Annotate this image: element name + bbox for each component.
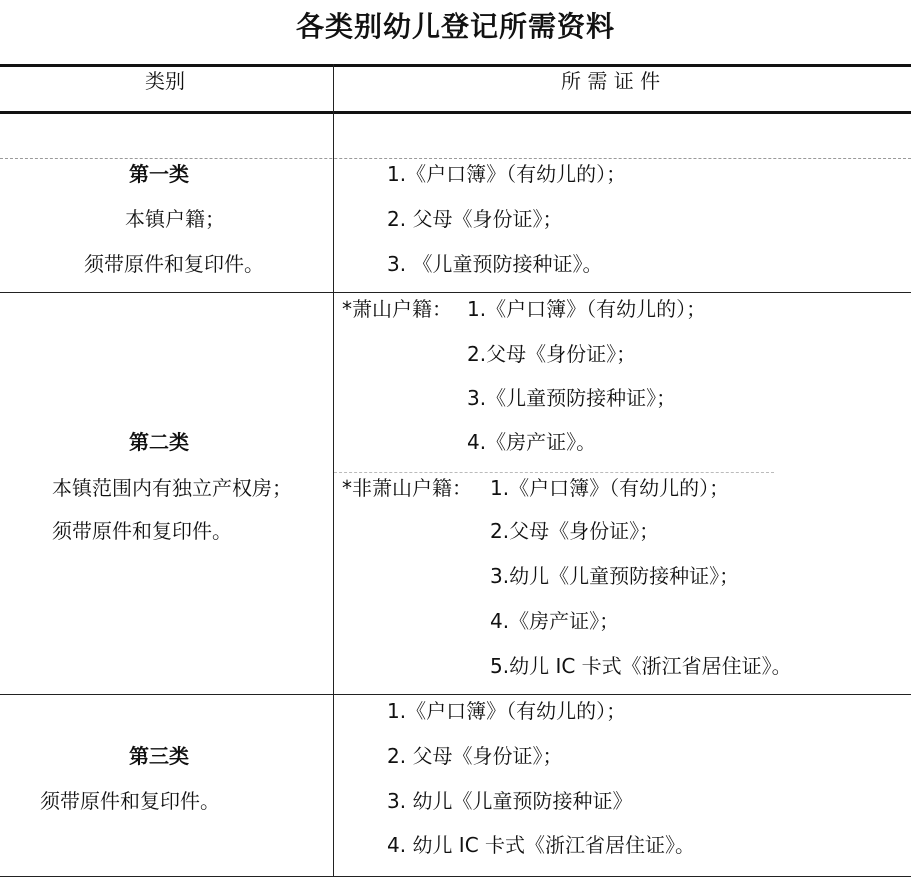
- document-item: 1.《户口簿》（有幼儿的）；: [387, 699, 627, 723]
- category-title-1: 第一类: [129, 162, 189, 186]
- empty-row-divider: [0, 158, 911, 159]
- category-desc-1: 须带原件和复印件。: [84, 252, 264, 276]
- header-bottom-rule: [0, 111, 911, 114]
- category-title-3: 第三类: [129, 744, 189, 768]
- document-item: 4.《房产证》。: [467, 430, 597, 454]
- group-divider: [334, 472, 774, 473]
- row-divider-2: [0, 694, 911, 695]
- category-desc-3: 须带原件和复印件。: [40, 789, 220, 813]
- row-divider-1: [0, 292, 911, 293]
- table-top-rule: [0, 64, 911, 67]
- document-item: 4.《房产证》；: [490, 609, 620, 633]
- document-item: 2. 父母《身份证》；: [387, 744, 563, 768]
- document-item: 2.父母《身份证》；: [467, 342, 637, 366]
- document-item: 5.幼儿 IC 卡式《浙江省居住证》。: [490, 654, 792, 678]
- category-title-2: 第二类: [129, 430, 189, 454]
- registration-table: [0, 64, 911, 877]
- group-label-non-xiaoshan: *非萧山户籍：: [342, 476, 472, 500]
- column-divider: [333, 64, 334, 877]
- document-item: 3.《儿童预防接种证》；: [467, 386, 677, 410]
- document-item: 3. 幼儿《儿童预防接种证》: [387, 789, 633, 813]
- document-item: 3. 《儿童预防接种证》。: [387, 252, 603, 276]
- page-title: 各类别幼儿登记所需资料: [295, 10, 615, 43]
- category-desc-2: 须带原件和复印件。: [52, 519, 232, 543]
- category-desc-2: 本镇范围内有独立产权房；: [52, 476, 292, 500]
- document-item: 2. 父母《身份证》；: [387, 207, 563, 231]
- document-item: 3.幼儿《儿童预防接种证》；: [490, 564, 740, 588]
- document-item: 2.父母《身份证》；: [490, 519, 660, 543]
- document-item: 1.《户口簿》（有幼儿的）；: [387, 162, 627, 186]
- document-item: 1.《户口簿》（有幼儿的）；: [467, 297, 707, 321]
- document-item: 1.《户口簿》（有幼儿的）；: [490, 476, 730, 500]
- group-label-xiaoshan: *萧山户籍：: [342, 297, 452, 321]
- header-category: 类别: [145, 69, 185, 93]
- category-desc-1: 本镇户籍；: [125, 207, 225, 231]
- document-item: 4. 幼儿 IC 卡式《浙江省居住证》。: [387, 833, 696, 857]
- header-documents: 所 需 证 件: [561, 69, 661, 93]
